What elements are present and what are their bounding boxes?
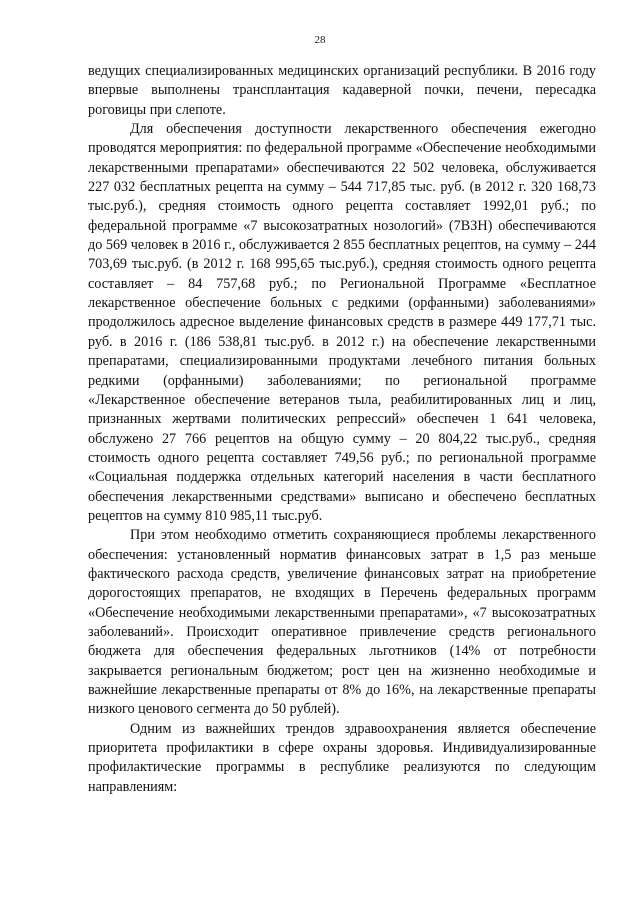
paragraph-prevention: Одним из важнейших трендов здравоохранения является обеспечение приоритета профилактики в сфере охраны здоровья. Индивидуализированные профилактические программы в республике реализуются по следующим направлениям: (88, 720, 596, 795)
paragraph-drug-problems: При этом необходимо отметить сохраняющиеся проблемы лекарственного обеспечения: установленный норматив финансовых затрат в 1,5 раз меньше фактического расхода средств, увеличение финансовых затрат на приобретение дорогостоящих препаратов, не входящих в Перечень федеральных программ «Обеспечение необходимыми лекарственными препаратами», «7 высокозатратных заболеваний». Происходит оперативное привлечение средств регионального бюджета для обеспечения федеральных льготников (14% от потребности закрывается региональным бюджетом; рост цен на жизненно необходимые и важнейшие лекарственные препараты от 8% до 16%, на лекарственные препараты низкого ценового сегмента до 50 рублей). (88, 527, 596, 718)
paragraph-continuation: ведущих специализированных медицинских организаций республики. В 2016 году впервые выполнены трансплантация кадаверной почки, печени, пересадка роговицы при слепоте. (88, 63, 596, 118)
body-text (88, 62, 596, 797)
paragraph-drug-provision: Для обеспечения доступности лекарственного обеспечения ежегодно проводятся мероприятия: по федеральной программе «Обеспечение необходимыми лекарственными препаратами» обеспечиваются 22 502 человека, обслуживается 227 032 бесплатных рецепта на сумму – 544 717,85 тыс. руб. (в 2012 г. 320 168,73 тыс.руб.), средняя стоимость одного рецепта составляет 1992,01 руб.; по федеральной программе «7 высокозатратных нозологий» (7ВЗН) обеспечиваются до 569 человек в 2016 г., обслуживается 2 855 бесплатных рецептов, на сумму – 244 703,69 тыс.руб. (в 2012 г. 168 995,65 тыс.руб.), средняя стоимость одного рецепта составляет – 84 757,68 руб.; по Региональной Программе «Бесплатное лекарственное обеспечение больных с редкими (орфанными) заболеваниями» продолжилось адресное выделение финансовых средств в размере 449 177,71 тыс. руб. в 2016 г. (186 538,81 тыс.руб. в 2012 г.) на обеспечение лекарственными препаратами, специализированными продуктами лечебного питания больных редкими (орфанными) заболеваниями; по региональной программе «Лекарственное обеспечение ветеранов тыла, реабилитированных лиц и лиц, признанных жертвами политических репрессий» обеспечен 1 641 человека, обслужено 27 766 рецептов на общую сумму – 20 804,22 тыс.руб., средняя стоимость одного рецепта составляет 749,56 руб.; по региональной программе «Социальная поддержка отдельных категорий населения в части бесплатного обеспечения лекарственными средствами» выписано и обеспечено бесплатных рецептов на сумму 810 985,11 тыс.руб. (88, 121, 596, 524)
page-number: 28 (314, 34, 326, 46)
